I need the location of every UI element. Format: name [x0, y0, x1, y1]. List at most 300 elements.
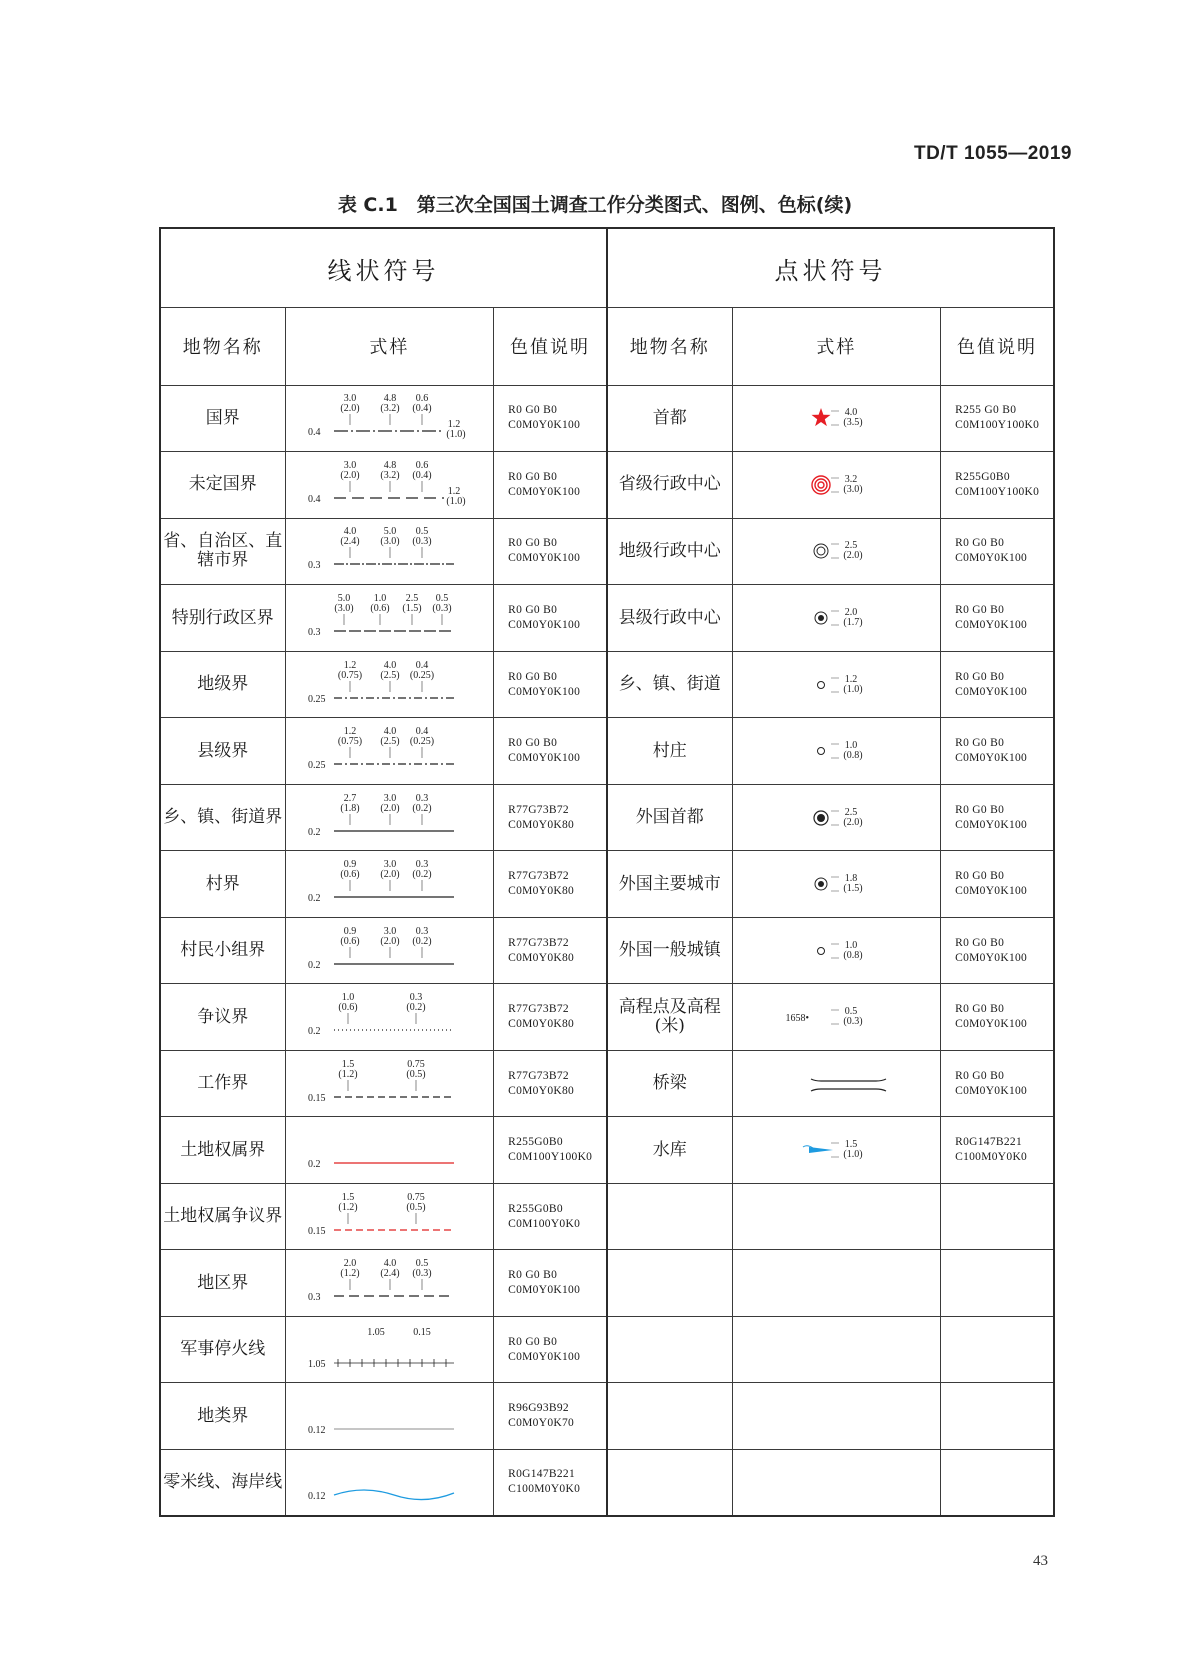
rgb-value: R77G73B72 — [508, 936, 569, 949]
point-color-value — [941, 452, 1054, 519]
line-style-sample — [285, 851, 494, 918]
line-style-sample — [285, 718, 494, 785]
line-sample-svg — [304, 1455, 474, 1509]
dim-value: (1.2) — [340, 1268, 360, 1280]
dim-value: (0.2) — [412, 869, 432, 881]
rgb-value: R77G73B72 — [508, 1069, 569, 1082]
cmyk-value: C0M0Y0K100 — [508, 1350, 581, 1363]
table-row — [160, 917, 1054, 984]
dim-value: (0.2) — [406, 1002, 426, 1014]
line-feature-name: 地级界 — [160, 651, 285, 718]
line-sample-svg — [304, 791, 474, 845]
rgb-value: R0 G0 B0 — [955, 1003, 1005, 1016]
dim-value: 0.75 — [407, 1191, 426, 1203]
point-color-value — [941, 1117, 1054, 1184]
point-sample-svg — [751, 1123, 921, 1177]
dim-value: 0.15 — [413, 1326, 432, 1338]
point-style-sample — [732, 452, 941, 519]
empty-cell — [607, 1449, 732, 1516]
point-style-sample — [732, 385, 941, 452]
point-feature-name: 水库 — [607, 1117, 732, 1184]
cmyk-value: C0M0Y0K100 — [955, 1018, 1028, 1031]
line-style-sample — [285, 1250, 494, 1317]
rgb-value: R255G0B0 — [508, 1202, 563, 1215]
dim-value: 0.9 — [344, 925, 357, 937]
point-color-value — [941, 585, 1054, 652]
small-circle-icon — [818, 681, 825, 688]
dim-value: 1.2 — [344, 726, 357, 738]
line-sample-svg — [304, 1323, 474, 1377]
dim-value: (2.0) — [380, 935, 400, 947]
dim-value: (1.5) — [402, 603, 422, 614]
empty-cell — [732, 1250, 941, 1317]
dim-value: 4.8 — [384, 459, 397, 471]
rgb-value: R0 G0 B0 — [955, 936, 1005, 949]
line-feature-name: 未定国界 — [160, 452, 285, 519]
point-sample-svg — [751, 391, 921, 445]
dim-value: (3.2) — [380, 403, 400, 415]
dim-value: (1.0) — [446, 495, 466, 507]
line-style-sample — [285, 1383, 494, 1450]
dim-value: (0.2) — [412, 802, 432, 814]
rgb-value: R0 G0 B0 — [508, 1335, 558, 1348]
dim-value: (2.4) — [340, 536, 360, 548]
double-circle-icon — [814, 544, 828, 558]
cmyk-value: C0M0Y0K80 — [508, 1018, 575, 1031]
dim-value: (1.0) — [446, 429, 466, 441]
rgb-value: R0 G0 B0 — [508, 537, 558, 550]
empty-cell — [941, 1183, 1054, 1250]
point-sample-svg — [751, 658, 921, 712]
dim-value: 0.4 — [416, 659, 429, 671]
line-width-label: 0.3 — [308, 627, 321, 638]
line-sample-svg — [304, 1256, 474, 1310]
elevation-point-icon: 1658• — [785, 1013, 810, 1025]
cmyk-value: C100M0Y0K0 — [508, 1483, 581, 1496]
column-header-color: 色值说明 — [941, 308, 1054, 386]
point-sample-svg — [751, 591, 921, 645]
line-feature-name: 国界 — [160, 385, 285, 452]
bridge-icon — [811, 1079, 886, 1081]
dim-value: (3.5) — [843, 417, 863, 429]
empty-cell — [941, 1316, 1054, 1383]
line-color-value — [494, 718, 607, 785]
column-header-name: 地物名称 — [160, 308, 285, 386]
point-feature-name: 高程点及高程(米) — [607, 984, 732, 1051]
point-feature-name: 桥梁 — [607, 1050, 732, 1117]
rgb-value: R0 G0 B0 — [955, 870, 1005, 883]
dim-value: (0.5) — [406, 1201, 426, 1213]
dim-value: (0.4) — [412, 469, 432, 481]
cmyk-value: C0M100Y100K0 — [508, 1151, 593, 1164]
dim-value: 3.0 — [384, 925, 397, 937]
rgb-value: R255G0B0 — [955, 470, 1010, 483]
dim-value: 1.0 — [845, 740, 858, 752]
point-style-sample — [732, 651, 941, 718]
rgb-value: R77G73B72 — [508, 803, 569, 816]
line-sample-svg — [304, 1123, 474, 1177]
point-style-sample — [732, 1050, 941, 1117]
point-color-value — [941, 518, 1054, 585]
empty-cell — [941, 1449, 1054, 1516]
dim-value: (1.0) — [843, 1149, 863, 1161]
dim-value: (0.25) — [410, 669, 435, 681]
dim-value: 1.5 — [342, 1191, 355, 1203]
line-width-label: 0.3 — [308, 1292, 321, 1304]
line-sample-svg — [304, 1057, 474, 1111]
cmyk-value: C0M0Y0K100 — [508, 552, 581, 565]
dim-value: 3.0 — [384, 859, 397, 871]
dim-value: (0.6) — [370, 603, 390, 614]
dim-value: (0.3) — [432, 603, 452, 614]
dim-value: (0.5) — [406, 1068, 426, 1080]
line-style-sample — [285, 1316, 494, 1383]
dim-value: (0.2) — [412, 935, 432, 947]
line-color-value — [494, 452, 607, 519]
point-color-value — [941, 784, 1054, 851]
double-circle-icon — [817, 547, 825, 555]
dim-value: (1.2) — [338, 1201, 358, 1213]
dim-value: 0.5 — [416, 526, 429, 538]
dim-value: (3.0) — [843, 483, 863, 495]
line-style-sample — [285, 452, 494, 519]
dot-circle-center — [818, 881, 824, 887]
table-row — [160, 1449, 1054, 1516]
dim-value: 1.2 — [448, 419, 461, 431]
dim-value: (2.5) — [380, 669, 400, 681]
line-feature-name: 地区界 — [160, 1250, 285, 1317]
point-feature-name: 村庄 — [607, 718, 732, 785]
cmyk-value: C0M0Y0K80 — [508, 818, 575, 831]
cmyk-value: C0M0Y0K100 — [508, 485, 581, 498]
cmyk-value: C0M0Y0K100 — [955, 619, 1028, 631]
dim-value: 0.6 — [416, 459, 429, 471]
dim-value: 0.5 — [416, 1258, 429, 1270]
line-sample-svg — [304, 591, 474, 645]
dim-value: 0.9 — [344, 859, 357, 871]
line-feature-name: 省、自治区、直辖市界 — [160, 518, 285, 585]
rgb-value: R0 G0 B0 — [955, 670, 1005, 683]
rgb-value: R0 G0 B0 — [955, 803, 1005, 816]
dim-value: 3.0 — [384, 792, 397, 804]
line-width-label: 0.3 — [308, 560, 321, 572]
cmyk-value: C0M0Y0K100 — [955, 552, 1028, 565]
table-row — [160, 718, 1054, 785]
dim-value: (0.4) — [412, 403, 432, 415]
column-header-color: 色值说明 — [494, 308, 607, 386]
small-circle-icon — [818, 748, 825, 755]
point-sample-svg — [751, 524, 921, 578]
table-row — [160, 518, 1054, 585]
target-circle-center — [817, 814, 825, 822]
line-feature-name: 工作界 — [160, 1050, 285, 1117]
point-style-sample — [732, 1117, 941, 1184]
point-style-sample — [732, 718, 941, 785]
line-width-label: 0.2 — [308, 826, 321, 838]
dim-value: (0.25) — [410, 736, 435, 748]
point-sample-svg — [751, 458, 921, 512]
coastline-path — [334, 1490, 454, 1500]
line-width-label: 0.2 — [308, 1159, 321, 1171]
rgb-value: R0 G0 B0 — [955, 537, 1005, 550]
red-concentric-circle-icon — [818, 482, 824, 488]
cmyk-value: C0M0Y0K100 — [508, 752, 581, 765]
line-width-label: 0.12 — [308, 1491, 326, 1503]
dim-value: 0.3 — [416, 925, 429, 937]
bridge-icon-lower — [811, 1089, 886, 1091]
dim-value: 0.5 — [845, 1006, 858, 1018]
line-color-value — [494, 1449, 607, 1516]
dim-value: (0.6) — [340, 869, 360, 881]
table-row — [160, 585, 1054, 652]
line-width-label: 0.25 — [308, 760, 326, 772]
point-color-value — [941, 1050, 1054, 1117]
point-color-value — [941, 385, 1054, 452]
empty-cell — [607, 1383, 732, 1450]
line-style-sample — [285, 784, 494, 851]
dim-value: (0.3) — [412, 536, 432, 548]
dim-value: (2.0) — [380, 802, 400, 814]
rgb-value: R0 G0 B0 — [955, 737, 1005, 750]
line-feature-name: 村民小组界 — [160, 917, 285, 984]
line-width-label: 0.15 — [308, 1092, 326, 1104]
dim-value: 2.7 — [344, 792, 357, 804]
cmyk-value: C0M0Y0K100 — [955, 818, 1028, 831]
rgb-value: R0 G0 B0 — [508, 470, 558, 483]
rgb-value: R0 G0 B0 — [508, 1269, 558, 1282]
dim-value: (2.4) — [380, 1268, 400, 1280]
point-style-sample — [732, 585, 941, 652]
line-sample-svg — [304, 391, 474, 445]
dim-value: 2.5 — [406, 593, 419, 604]
table-row — [160, 452, 1054, 519]
table-row — [160, 1250, 1054, 1317]
dim-value: 1.2 — [344, 659, 357, 671]
dim-value: (2.0) — [843, 550, 863, 562]
red-concentric-circle-icon — [815, 479, 827, 491]
page-number: 43 — [1033, 1553, 1048, 1569]
column-header-style: 式样 — [732, 308, 941, 386]
column-header-style: 式样 — [285, 308, 494, 386]
point-style-sample — [732, 984, 941, 1051]
empty-cell — [607, 1316, 732, 1383]
column-header-name: 地物名称 — [607, 308, 732, 386]
table-row — [160, 984, 1054, 1051]
empty-cell — [607, 1250, 732, 1317]
line-color-value — [494, 851, 607, 918]
dim-value: (3.0) — [380, 536, 400, 548]
line-feature-name: 争议界 — [160, 984, 285, 1051]
cmyk-value: C0M0Y0K100 — [955, 1084, 1028, 1097]
rgb-value: R96G93B92 — [508, 1402, 569, 1415]
dim-value: (0.3) — [843, 1016, 863, 1028]
cmyk-value: C0M0Y0K100 — [955, 951, 1028, 964]
dim-value: 1.8 — [845, 873, 858, 885]
rgb-value: R77G73B72 — [508, 1003, 569, 1016]
line-color-value — [494, 518, 607, 585]
dim-value: (0.8) — [843, 949, 863, 961]
line-color-value — [494, 1050, 607, 1117]
dim-value: (2.0) — [380, 869, 400, 881]
point-feature-name: 外国一般城镇 — [607, 917, 732, 984]
empty-cell — [941, 1383, 1054, 1450]
empty-cell — [607, 1183, 732, 1250]
line-style-sample — [285, 917, 494, 984]
line-feature-name: 土地权属界 — [160, 1117, 285, 1184]
table-row — [160, 851, 1054, 918]
point-sample-svg — [751, 990, 921, 1044]
cmyk-value: C0M0Y0K80 — [508, 1084, 575, 1097]
dim-value: 4.0 — [384, 1258, 397, 1270]
dim-value: (0.6) — [340, 935, 360, 947]
point-sample-svg — [751, 724, 921, 778]
dim-value: 1.5 — [342, 1058, 355, 1070]
dim-value: 5.0 — [384, 526, 397, 538]
dim-value: 3.0 — [344, 393, 357, 405]
table-row — [160, 1183, 1054, 1250]
cmyk-value: C0M0Y0K70 — [508, 1417, 575, 1430]
standard-code: TD/T 1055—2019 — [913, 143, 1072, 164]
dim-value: (2.0) — [843, 816, 863, 828]
dim-value: 1.0 — [374, 593, 387, 604]
line-style-sample — [285, 1050, 494, 1117]
dim-value: (0.75) — [338, 736, 363, 748]
line-style-sample — [285, 385, 494, 452]
line-color-value — [494, 784, 607, 851]
dim-value: 4.0 — [845, 407, 858, 419]
table-row — [160, 651, 1054, 718]
dim-value: (0.8) — [843, 750, 863, 762]
dim-value: 3.0 — [344, 459, 357, 471]
dim-value: (1.2) — [338, 1068, 358, 1080]
dim-value: (2.5) — [380, 736, 400, 748]
dim-value: 1.5 — [845, 1139, 858, 1151]
rgb-value: R0 G0 B0 — [508, 604, 558, 616]
line-sample-svg — [304, 458, 474, 512]
dim-value: (1.8) — [340, 802, 360, 814]
table-row — [160, 1117, 1054, 1184]
dim-value: 1.2 — [845, 673, 858, 685]
line-sample-svg — [304, 1389, 474, 1443]
rgb-value: R0 G0 B0 — [955, 1069, 1005, 1082]
line-width-label: 1.05 — [308, 1358, 326, 1370]
dim-value: (0.75) — [338, 669, 363, 681]
cmyk-value: C0M0Y0K100 — [508, 619, 581, 631]
cmyk-value: C0M0Y0K100 — [508, 419, 581, 432]
line-color-value — [494, 385, 607, 452]
dim-value: 0.3 — [416, 859, 429, 871]
line-color-value — [494, 1117, 607, 1184]
rgb-value: R0 G0 B0 — [508, 404, 558, 417]
line-feature-name: 土地权属争议界 — [160, 1183, 285, 1250]
cmyk-value: C100M0Y0K0 — [955, 1151, 1028, 1164]
line-style-sample — [285, 651, 494, 718]
dim-value: 3.2 — [845, 473, 858, 485]
point-color-value — [941, 718, 1054, 785]
dot-circle-center — [818, 615, 824, 621]
cmyk-value: C0M100Y100K0 — [955, 485, 1040, 498]
red-star-icon — [812, 408, 831, 426]
cmyk-value: C0M0Y0K100 — [955, 885, 1028, 898]
dim-value: (1.5) — [843, 883, 863, 895]
reservoir-wave — [803, 1146, 813, 1148]
dim-value: 0.3 — [416, 792, 429, 804]
line-sample-svg — [304, 990, 474, 1044]
line-feature-name: 县级界 — [160, 718, 285, 785]
point-sample-svg — [751, 791, 921, 845]
line-sample-svg — [304, 1190, 474, 1244]
line-sample-svg — [304, 924, 474, 978]
cmyk-value: C0M0Y0K100 — [508, 1284, 581, 1297]
cmyk-value: C0M0Y0K100 — [508, 685, 581, 698]
cmyk-value: C0M100Y0K0 — [508, 1217, 581, 1230]
dim-value: 1.05 — [367, 1326, 386, 1338]
line-color-value — [494, 651, 607, 718]
rgb-value: R0 G0 B0 — [955, 604, 1005, 616]
line-style-sample — [285, 585, 494, 652]
rgb-value: R255G0B0 — [508, 1136, 563, 1149]
dim-value: (1.7) — [843, 617, 863, 628]
line-width-label: 0.12 — [308, 1425, 326, 1437]
cmyk-value: C0M0Y0K100 — [955, 752, 1028, 765]
line-color-value — [494, 1383, 607, 1450]
point-color-value — [941, 917, 1054, 984]
line-style-sample — [285, 1183, 494, 1250]
line-style-sample — [285, 518, 494, 585]
dim-value: 0.4 — [416, 726, 429, 738]
line-color-value — [494, 917, 607, 984]
point-style-sample — [732, 917, 941, 984]
line-color-value — [494, 585, 607, 652]
line-width-label: 0.4 — [308, 493, 321, 505]
point-feature-name: 外国主要城市 — [607, 851, 732, 918]
point-sample-svg — [751, 924, 921, 978]
table-row — [160, 784, 1054, 851]
point-feature-name: 县级行政中心 — [607, 585, 732, 652]
point-color-value — [941, 984, 1054, 1051]
line-symbols-header: 线状符号 — [160, 228, 607, 308]
line-feature-name: 特别行政区界 — [160, 585, 285, 652]
point-feature-name: 首都 — [607, 385, 732, 452]
dim-value: 0.5 — [436, 593, 449, 604]
cmyk-value: C0M100Y100K0 — [955, 419, 1040, 432]
symbol-table — [159, 227, 1055, 1517]
dim-value: 4.0 — [384, 726, 397, 738]
dim-value: 4.8 — [384, 393, 397, 405]
dim-value: 4.0 — [344, 526, 357, 538]
dim-value: (3.2) — [380, 469, 400, 481]
line-feature-name: 村界 — [160, 851, 285, 918]
table-row — [160, 1316, 1054, 1383]
line-width-label: 0.2 — [308, 1026, 321, 1038]
point-feature-name: 外国首都 — [607, 784, 732, 851]
line-feature-name: 零米线、海岸线 — [160, 1449, 285, 1516]
dim-value: 0.3 — [410, 992, 423, 1004]
line-width-label: 0.15 — [308, 1225, 326, 1237]
dim-value: 2.0 — [344, 1258, 357, 1270]
dim-value: 2.0 — [845, 607, 858, 618]
table-caption: 表 C.1 第三次全国国土调查工作分类图式、图例、色标(续) — [337, 194, 853, 216]
dim-value: 4.0 — [384, 659, 397, 671]
point-style-sample — [732, 851, 941, 918]
rgb-value: R0G147B221 — [508, 1468, 576, 1481]
dim-value: (3.0) — [334, 603, 354, 614]
line-color-value — [494, 1183, 607, 1250]
line-sample-svg — [304, 724, 474, 778]
dim-value: 2.5 — [845, 540, 858, 552]
line-style-sample — [285, 1117, 494, 1184]
dim-value: 0.6 — [416, 393, 429, 405]
